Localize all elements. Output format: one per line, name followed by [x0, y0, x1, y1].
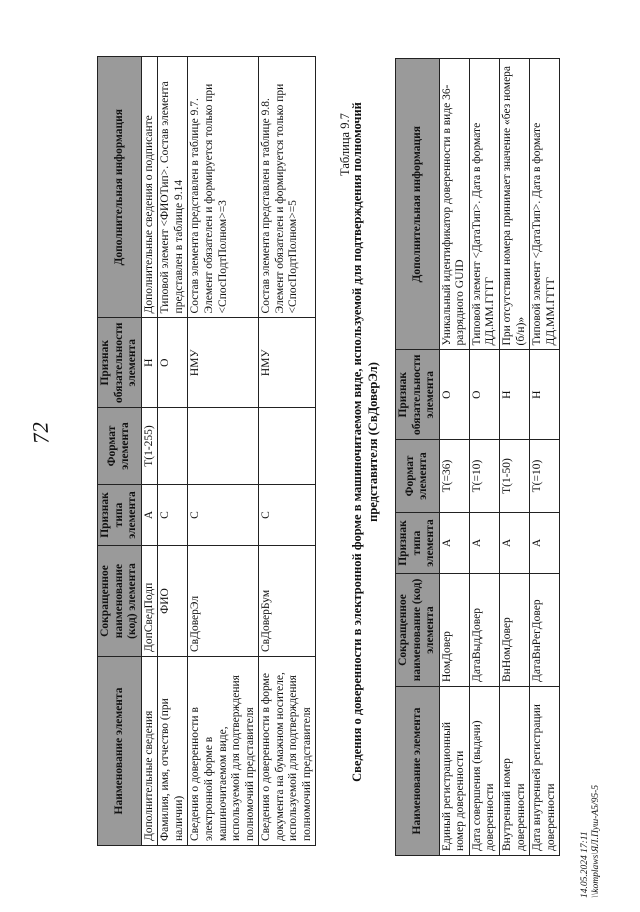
cell-name: Фамилия, имя, отчество (при наличии) [158, 657, 188, 846]
cell-name: Дата внутренней регистрации доверенности [530, 687, 560, 856]
cell-name: Дата совершения (выдачи) доверенности [469, 687, 499, 856]
cell-name: Сведения о доверенности в электронной форме в машиночитаемом виде, используемой для подтверждения полномочий представителя [188, 657, 259, 846]
cell-type: А [530, 513, 560, 574]
cell-code: СвДоверБум [259, 546, 316, 657]
stamp-path: \\komplaws\ЯЛ.Пуш-А5/95-5 [591, 785, 602, 898]
cell-code: ДатаВыдДовер [469, 574, 499, 687]
cell-code: ДопСведПодп [141, 546, 158, 657]
cell-info: Состав элемента представлен в таблице 9.8. Элемент обязателен и формируется только при <СпосПодтПолном>=5 [259, 57, 316, 318]
cell-code: СвДоверЭл [188, 546, 259, 657]
cell-code: НомДовер [439, 574, 469, 687]
cell-type: А [499, 513, 529, 574]
header-code: Сокращенное наименование (код) элемента [98, 546, 142, 657]
cell-info: Дополнительные сведения о подписанте [141, 57, 158, 318]
elements-table-9-7 [395, 58, 560, 856]
table-row [530, 59, 560, 856]
cell-type: С [259, 485, 316, 546]
header-type: Признак типа элемента [98, 485, 142, 546]
table-row [439, 59, 469, 856]
table-row [141, 57, 158, 846]
page-number: 72 [27, 421, 54, 445]
table-row [469, 59, 499, 856]
cell-code: ВнНомДовер [499, 574, 529, 687]
header-info: Дополнительная информация [98, 57, 142, 318]
table-row [499, 59, 529, 856]
cell-name: Единый регистрационный номер доверенности [439, 687, 469, 856]
header-code: Сокращенное наименование (код) элемента [396, 574, 440, 687]
cell-code: ДатаВнРегДовер [530, 574, 560, 687]
cell-format [188, 408, 259, 485]
stamp-datetime: 14.05.2024 17:11 [580, 831, 590, 898]
cell-name: Внутренний номер доверенности [499, 687, 529, 856]
cell-info: Типовой элемент <ФИОТип>. Состав элемента представлен в таблице 9.14 [158, 57, 188, 318]
header-required: Признак обязательности элемента [396, 350, 440, 440]
header-type: Признак типа элемента [396, 513, 440, 574]
cell-required: Н [141, 318, 158, 408]
cell-type: А [469, 513, 499, 574]
header-required: Признак обязательности элемента [98, 318, 142, 408]
table-row [188, 57, 259, 846]
cell-required: О [469, 350, 499, 440]
cell-type: А [439, 513, 469, 574]
table-row [259, 57, 316, 846]
header-name: Наименование элемента [396, 687, 440, 856]
cell-format: T(=10) [469, 440, 499, 513]
table-caption: Сведения о доверенности в электронной форме в машиночитаемом виде, используемой для подтверждения полномочий представителя (СвДоверЭл) [350, 102, 380, 782]
table-header-row [98, 57, 142, 846]
cell-info: При отсутствии номера принимает значение «без номера (б/н)» [499, 59, 529, 350]
table-header-row [396, 59, 440, 856]
cell-info: Уникальный идентификатор доверенности в виде 36-разрядного GUID [439, 59, 469, 350]
cell-type: С [158, 485, 188, 546]
header-format: Формат элемента [98, 408, 142, 485]
cell-format [259, 408, 316, 485]
cell-format: T(=10) [530, 440, 560, 513]
cell-required: НМУ [259, 318, 316, 408]
cell-format: T(1-255) [141, 408, 158, 485]
cell-format: T(=36) [439, 440, 469, 513]
cell-required: Н [530, 350, 560, 440]
header-format: Формат элемента [396, 440, 440, 513]
cell-required: О [439, 350, 469, 440]
print-stamp [580, 785, 603, 898]
cell-required: НМУ [188, 318, 259, 408]
cell-name: Дополнительные сведения [141, 657, 158, 846]
cell-format [158, 408, 188, 485]
cell-info: Состав элемента представлен в таблице 9.7. Элемент обязателен и формируется только при <СпосПодтПолном>=3 [188, 57, 259, 318]
table-row [158, 57, 188, 846]
cell-type: С [188, 485, 259, 546]
cell-required: О [158, 318, 188, 408]
table-number-label: Таблица 9.7 [338, 113, 352, 176]
cell-code: ФИО [158, 546, 188, 657]
cell-format: T(1-50) [499, 440, 529, 513]
cell-info: Типовой элемент <ДатаТип>. Дата в формате ДД.ММ.ГГГГ [469, 59, 499, 350]
cell-info: Типовой элемент <ДатаТип>. Дата в формате ДД.ММ.ГГГГ [530, 59, 560, 350]
header-name: Наименование элемента [98, 657, 142, 846]
cell-name: Сведения о доверенности в форме документа на бумажном носителе, используемой для подтверждения полномочий представителя [259, 657, 316, 846]
elements-table-continued [97, 56, 316, 846]
cell-type: А [141, 485, 158, 546]
header-info: Дополнительная информация [396, 59, 440, 350]
cell-required: Н [499, 350, 529, 440]
